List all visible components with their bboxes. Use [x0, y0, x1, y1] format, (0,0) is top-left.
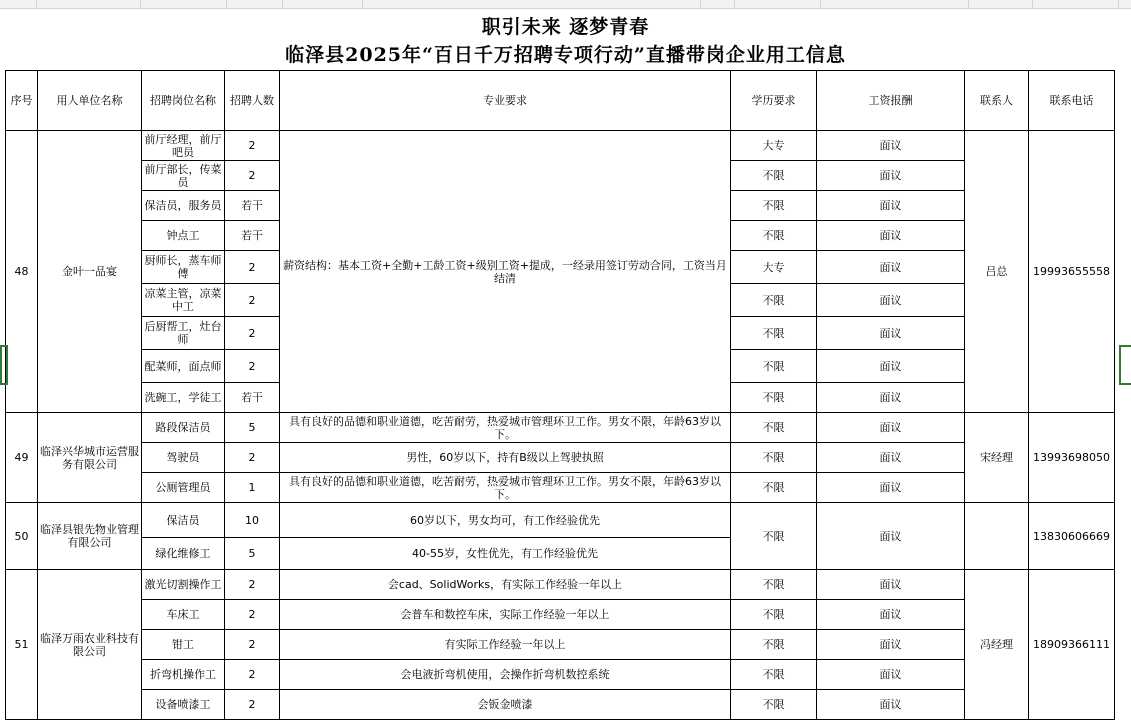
position-cell[interactable]: 钳工 [142, 630, 225, 660]
table-row [6, 413, 1115, 443]
salary-cell[interactable]: 面议 [817, 221, 965, 251]
header-seq[interactable]: 序号 [6, 71, 38, 131]
table-row [6, 443, 1115, 473]
requirement-cell[interactable]: 会cad、SolidWorks，有实际工作经验一年以上 [280, 570, 731, 600]
salary-cell[interactable]: 面议 [817, 350, 965, 383]
education-cell[interactable]: 不限 [731, 443, 817, 473]
contact-cell[interactable]: 冯经理 [965, 570, 1029, 720]
header-phone[interactable]: 联系电话 [1029, 71, 1115, 131]
position-cell[interactable]: 凉菜主管，凉菜中工 [142, 284, 225, 317]
requirement-cell[interactable]: 会普车和数控车床，实际工作经验一年以上 [280, 600, 731, 630]
salary-cell[interactable]: 面议 [817, 660, 965, 690]
grid-line [140, 0, 141, 8]
count-cell[interactable]: 2 [225, 284, 280, 317]
education-cell[interactable]: 不限 [731, 570, 817, 600]
grid-line [36, 0, 37, 8]
salary-cell[interactable]: 面议 [817, 600, 965, 630]
cell-selection-indicator[interactable] [1119, 345, 1131, 385]
phone-cell[interactable]: 13830606669 [1029, 503, 1115, 570]
salary-cell[interactable]: 面议 [817, 284, 965, 317]
salary-cell[interactable]: 面议 [817, 413, 965, 443]
grid-line [700, 0, 701, 8]
table-header-row [6, 71, 1115, 131]
page-subtitle: 临泽县2025年“百日千万招聘专项行动”直播带岗企业用工信息 [285, 44, 846, 66]
position-cell[interactable]: 激光切割操作工 [142, 570, 225, 600]
grid-line [1118, 0, 1119, 8]
position-cell[interactable]: 设备喷漆工 [142, 690, 225, 720]
count-cell[interactable]: 2 [225, 350, 280, 383]
count-cell[interactable]: 2 [225, 161, 280, 191]
grid-line [226, 0, 227, 8]
education-cell[interactable]: 不限 [731, 473, 817, 503]
count-cell[interactable]: 2 [225, 690, 280, 720]
education-cell[interactable]: 不限 [731, 317, 817, 350]
count-cell[interactable]: 若干 [225, 191, 280, 221]
header-salary[interactable]: 工资报酬 [817, 71, 965, 131]
header-company[interactable]: 用人单位名称 [38, 71, 142, 131]
phone-cell[interactable]: 19993655558 [1029, 131, 1115, 413]
count-cell[interactable]: 2 [225, 630, 280, 660]
company-cell[interactable]: 临泽县银先物业管理有限公司 [38, 503, 142, 570]
header-education[interactable]: 学历要求 [731, 71, 817, 131]
company-cell[interactable]: 金叶一品宴 [38, 131, 142, 413]
requirement-cell[interactable]: 60岁以下，男女均可，有工作经验优先 [280, 503, 731, 538]
requirement-cell[interactable]: 薪资结构：基本工资+全勤+工龄工资+级别工资+提成，一经录用签订劳动合同，工资当月结清 [280, 131, 731, 413]
contact-cell[interactable]: 吕总 [965, 131, 1029, 413]
salary-cell[interactable]: 面议 [817, 131, 965, 161]
position-cell[interactable]: 保洁员，服务员 [142, 191, 225, 221]
grid-line [362, 0, 363, 8]
count-cell[interactable]: 5 [225, 538, 280, 570]
position-cell[interactable]: 前厅经理，前厅吧员 [142, 131, 225, 161]
header-requirements[interactable]: 专业要求 [280, 71, 731, 131]
requirement-cell[interactable]: 有实际工作经验一年以上 [280, 630, 731, 660]
position-cell[interactable]: 洗碗工，学徒工 [142, 383, 225, 413]
table-row [6, 473, 1115, 503]
position-cell[interactable]: 车床工 [142, 600, 225, 630]
education-cell[interactable]: 不限 [731, 630, 817, 660]
position-cell[interactable]: 后厨帮工，灶台师 [142, 317, 225, 350]
education-cell[interactable]: 不限 [731, 503, 817, 570]
grid-line [282, 0, 283, 8]
salary-cell[interactable]: 面议 [817, 191, 965, 221]
education-cell[interactable]: 不限 [731, 161, 817, 191]
count-cell[interactable]: 1 [225, 473, 280, 503]
header-count[interactable]: 招聘人数 [225, 71, 280, 131]
salary-cell[interactable]: 面议 [817, 630, 965, 660]
education-cell[interactable]: 不限 [731, 284, 817, 317]
education-cell[interactable]: 不限 [731, 221, 817, 251]
salary-cell[interactable]: 面议 [817, 570, 965, 600]
seq-cell[interactable]: 51 [6, 570, 38, 720]
education-cell[interactable]: 不限 [731, 660, 817, 690]
count-cell[interactable]: 若干 [225, 383, 280, 413]
position-cell[interactable]: 厨师长，蒸车师傅 [142, 251, 225, 284]
position-cell[interactable]: 驾驶员 [142, 443, 225, 473]
education-cell[interactable]: 不限 [731, 600, 817, 630]
position-cell[interactable]: 绿化维修工 [142, 538, 225, 570]
requirement-cell[interactable]: 具有良好的品德和职业道德，吃苦耐劳，热爱城市管理环卫工作。男女不限，年龄63岁以下。 [280, 413, 731, 443]
employment-table [5, 70, 1115, 720]
count-cell[interactable]: 10 [225, 503, 280, 538]
salary-cell[interactable]: 面议 [817, 473, 965, 503]
position-cell[interactable]: 折弯机操作工 [142, 660, 225, 690]
page-title: 职引未来 逐梦青春 [481, 16, 650, 38]
count-cell[interactable]: 5 [225, 413, 280, 443]
requirement-cell[interactable]: 会钣金喷漆 [280, 690, 731, 720]
seq-cell[interactable]: 49 [6, 413, 38, 503]
count-cell[interactable]: 2 [225, 317, 280, 350]
sheet-title-area [0, 8, 1131, 70]
position-cell[interactable]: 钟点工 [142, 221, 225, 251]
position-cell[interactable]: 公厕管理员 [142, 473, 225, 503]
contact-cell[interactable]: 宋经理 [965, 413, 1029, 503]
salary-cell[interactable]: 面议 [817, 161, 965, 191]
education-cell[interactable]: 不限 [731, 413, 817, 443]
education-cell[interactable]: 不限 [731, 383, 817, 413]
company-cell[interactable]: 临泽万雨农业科技有限公司 [38, 570, 142, 720]
requirement-cell[interactable]: 40-55岁，女性优先，有工作经验优先 [280, 538, 731, 570]
requirement-cell[interactable]: 具有良好的品德和职业道德，吃苦耐劳，热爱城市管理环卫工作。男女不限，年龄63岁以下。 [280, 473, 731, 503]
seq-cell[interactable]: 48 [6, 131, 38, 413]
grid-line [968, 0, 969, 8]
contact-cell[interactable] [965, 503, 1029, 570]
count-cell[interactable]: 2 [225, 600, 280, 630]
table-row [6, 690, 1115, 720]
education-cell[interactable]: 大专 [731, 131, 817, 161]
requirement-cell[interactable]: 男性，60岁以下，持有B级以上驾驶执照 [280, 443, 731, 473]
table-row [6, 503, 1115, 538]
table-row [6, 131, 1115, 161]
education-cell[interactable]: 不限 [731, 690, 817, 720]
header-contact[interactable]: 联系人 [965, 71, 1029, 131]
salary-cell[interactable]: 面议 [817, 383, 965, 413]
count-cell[interactable]: 2 [225, 660, 280, 690]
table-row [6, 660, 1115, 690]
seq-cell[interactable]: 50 [6, 503, 38, 570]
cell-selection-indicator[interactable] [0, 345, 8, 385]
table-row [6, 600, 1115, 630]
salary-cell[interactable]: 面议 [817, 503, 965, 570]
education-cell[interactable]: 大专 [731, 251, 817, 284]
education-cell[interactable]: 不限 [731, 191, 817, 221]
salary-cell[interactable]: 面议 [817, 317, 965, 350]
grid-line [820, 0, 821, 8]
table-row [6, 570, 1115, 600]
table-row [6, 630, 1115, 660]
phone-cell[interactable]: 18909366111 [1029, 570, 1115, 720]
position-cell[interactable]: 前厅部长，传菜员 [142, 161, 225, 191]
company-cell[interactable]: 临泽兴华城市运营服务有限公司 [38, 413, 142, 503]
grid-line [734, 0, 735, 8]
phone-cell[interactable]: 13993698050 [1029, 413, 1115, 503]
position-cell[interactable]: 配菜师，面点师 [142, 350, 225, 383]
education-cell[interactable]: 不限 [731, 350, 817, 383]
count-cell[interactable]: 若干 [225, 221, 280, 251]
header-position[interactable]: 招聘岗位名称 [142, 71, 225, 131]
grid-line [1032, 0, 1033, 8]
salary-cell[interactable]: 面议 [817, 251, 965, 284]
count-cell[interactable]: 2 [225, 131, 280, 161]
salary-cell[interactable]: 面议 [817, 443, 965, 473]
salary-cell[interactable]: 面议 [817, 690, 965, 720]
count-cell[interactable]: 2 [225, 570, 280, 600]
count-cell[interactable]: 2 [225, 443, 280, 473]
position-cell[interactable]: 保洁员 [142, 503, 225, 538]
count-cell[interactable]: 2 [225, 251, 280, 284]
position-cell[interactable]: 路段保洁员 [142, 413, 225, 443]
requirement-cell[interactable]: 会电液折弯机使用，会操作折弯机数控系统 [280, 660, 731, 690]
